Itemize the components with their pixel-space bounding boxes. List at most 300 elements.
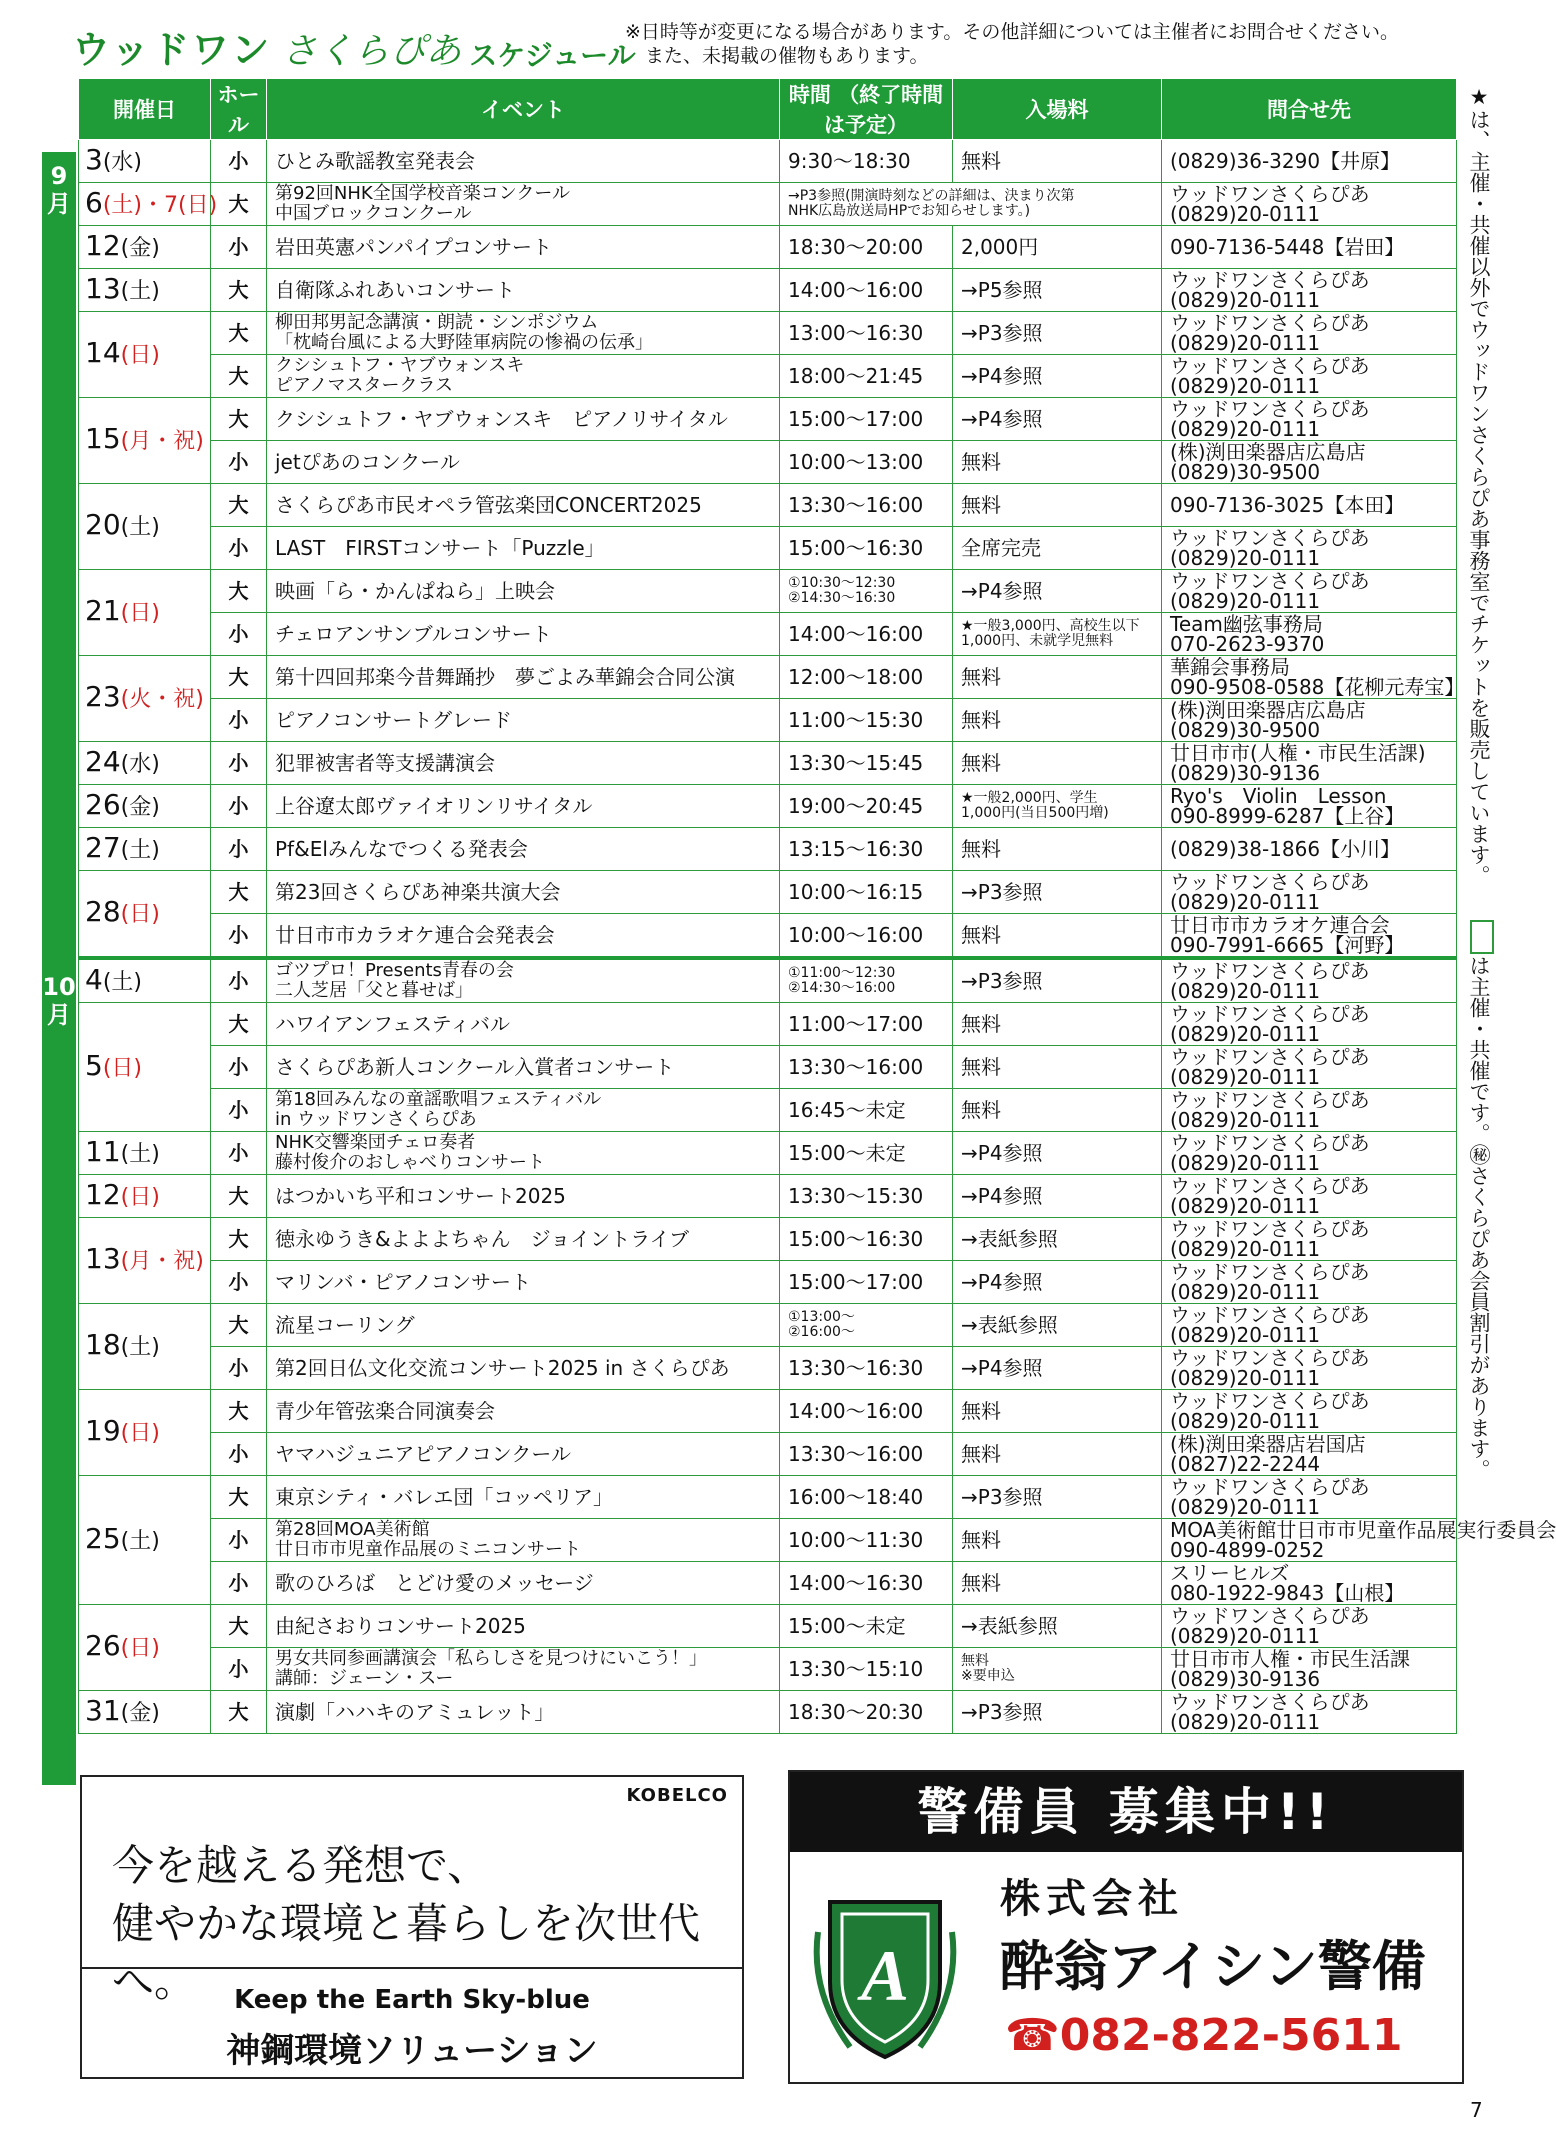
fee-cell	[953, 1132, 1162, 1175]
date-weekday: (金)	[120, 1700, 160, 1726]
date-weekday: (土)	[120, 278, 160, 304]
date-cell	[79, 1476, 211, 1605]
time-cell-line-1: 15:00～17:00	[788, 407, 924, 431]
time-cell	[780, 1046, 953, 1089]
time-cell	[780, 1648, 953, 1691]
event-cell	[267, 1132, 780, 1175]
contact-cell-line-1: ウッドワンさくらぴあ	[1170, 397, 1370, 421]
date-cell	[79, 183, 218, 226]
col-time: 時間 （終了時間は予定）	[780, 79, 953, 140]
fee-cell	[953, 1433, 1162, 1476]
date-day: 11	[85, 1134, 121, 1168]
time-cell	[780, 613, 953, 656]
event-cell-line-1: はつかいち平和コンサート2025	[275, 1184, 566, 1208]
event-cell-line-1: さくらぴあ市民オペラ管弦楽団CONCERT2025	[275, 493, 702, 517]
ad-copy-line-2: 健やかな環境と暮らしを次世代へ。	[112, 1899, 701, 2006]
event-cell-line-1: 徳永ゆうき&よよよちゃん ジョイントライブ	[275, 1227, 689, 1251]
time-cell	[780, 958, 953, 1003]
fee-cell	[953, 570, 1162, 613]
time-cell	[780, 1390, 953, 1433]
event-cell	[267, 570, 780, 613]
time-cell-line-1: 13:30～16:00	[788, 1055, 924, 1079]
contact-cell	[1162, 613, 1457, 656]
date-cell	[79, 958, 211, 1003]
contact-cell-line-2: (0829)20-0111	[1170, 1065, 1321, 1089]
contact-cell	[1162, 1518, 1556, 1562]
fee-cell-line-1: 無料	[961, 1055, 1001, 1079]
title-woodone: ウッドワン	[72, 28, 272, 72]
event-cell	[267, 140, 780, 183]
contact-cell-line-2: (0829)30-9136	[1170, 1667, 1321, 1691]
contact-cell	[1162, 1304, 1457, 1347]
fee-cell	[953, 1691, 1162, 1734]
event-cell-line-1: NHK交響楽団チェロ奏者	[275, 1132, 476, 1153]
ad-company-type: 株式会社	[1000, 1876, 1184, 1922]
table-row	[79, 484, 1457, 527]
time-cell	[780, 398, 953, 441]
time-cell	[780, 828, 953, 871]
time-cell-line-1: 13:30～16:30	[788, 1356, 924, 1380]
date-day: 13	[85, 271, 121, 305]
date-cell	[79, 570, 211, 656]
fee-cell-line-1: →P4参照	[961, 1184, 1043, 1208]
contact-cell-line-1: ウッドワンさくらぴあ	[1170, 1475, 1370, 1499]
hall-cell: 大	[211, 269, 267, 312]
table-row	[79, 1648, 1457, 1691]
event-cell	[267, 914, 780, 959]
date-day: 18	[85, 1328, 121, 1361]
fee-cell-line-1: →P3参照	[961, 1700, 1043, 1724]
ad-footer	[82, 1967, 742, 2077]
date-day: 15	[85, 422, 121, 455]
fee-cell-line-1: 無料	[961, 1098, 1001, 1122]
date-cell	[79, 226, 211, 269]
table-row	[79, 914, 1457, 959]
contact-cell-line-1: 廿日市市人権・市民生活課	[1170, 1647, 1410, 1671]
month-label-september: 9月	[42, 152, 76, 1407]
hall-cell: 小	[211, 1132, 267, 1175]
table-row	[79, 269, 1457, 312]
fee-cell-line-1: 無料	[961, 1012, 1001, 1036]
contact-cell	[1162, 1175, 1457, 1218]
fee-cell-line-1: →P4参照	[961, 1356, 1043, 1380]
contact-cell-line-1: (株)渕田楽器店広島店	[1170, 440, 1366, 464]
event-cell-line-1: 自衛隊ふれあいコンサート	[275, 278, 515, 302]
contact-cell	[1162, 312, 1457, 355]
event-cell	[267, 1261, 780, 1304]
contact-cell-line-2: (0829)20-0111	[1170, 202, 1321, 226]
date-day: 27	[85, 830, 121, 864]
table-row	[79, 828, 1457, 871]
time-cell-line-1: 15:00～16:30	[788, 536, 924, 560]
hall-cell: 大	[211, 1605, 267, 1648]
time-cell-line-1: 14:00～16:30	[788, 1571, 924, 1595]
fee-cell-line-1: 2,000円	[961, 235, 1039, 259]
time-cell	[780, 1003, 953, 1046]
table-row	[79, 1519, 1457, 1562]
contact-cell-line-1: ウッドワンさくらぴあ	[1170, 1088, 1370, 1112]
ad-company-name: 酔翁アイシン警備	[1000, 1935, 1426, 1998]
event-cell-line-2: 中国ブロックコンクール	[275, 203, 472, 224]
date-cell	[79, 871, 211, 959]
date-cell	[79, 1304, 211, 1390]
time-cell	[780, 871, 953, 914]
contact-cell	[1162, 570, 1457, 613]
event-cell-line-2: 講師：ジェーン・スー	[275, 1668, 454, 1689]
hall-cell: 小	[211, 1261, 267, 1304]
contact-cell	[1162, 355, 1457, 398]
table-row	[79, 1132, 1457, 1175]
contact-cell	[1162, 484, 1457, 527]
event-cell-line-1: 流星コーリング	[275, 1313, 415, 1337]
date-weekday: (日)	[120, 1636, 160, 1661]
hall-cell: 小	[211, 828, 267, 871]
contact-cell	[1162, 871, 1457, 914]
date-day: 20	[85, 508, 121, 541]
hall-cell: 小	[211, 1347, 267, 1390]
col-hall: ホール	[211, 79, 267, 140]
date-day: 13	[85, 1242, 121, 1275]
event-cell-line-1: 第2回日仏文化交流コンサート2025 in さくらぴあ	[275, 1356, 730, 1380]
table-row	[79, 958, 1457, 1003]
fee-cell-line-1: →P4参照	[961, 407, 1043, 431]
table-row	[79, 1691, 1457, 1734]
event-cell-line-1: 第23回さくらぴあ神楽共演大会	[275, 880, 561, 904]
date-weekday: (水)	[120, 751, 160, 777]
table-row	[79, 785, 1457, 828]
hall-cell: 小	[211, 613, 267, 656]
contact-cell	[1162, 1132, 1457, 1175]
date-day: 12	[85, 228, 121, 262]
table-row	[79, 1175, 1457, 1218]
time-cell	[780, 1261, 953, 1304]
contact-cell	[1162, 914, 1457, 959]
contact-cell-line-1: ウッドワンさくらぴあ	[1170, 1389, 1370, 1413]
event-cell	[267, 398, 780, 441]
contact-cell-line-2: (0829)20-0111	[1170, 1624, 1321, 1648]
date-weekday: (土)	[120, 1141, 160, 1167]
fee-cell	[953, 355, 1162, 398]
date-weekday: (土)・7(日)	[102, 192, 218, 218]
contact-cell	[1162, 1261, 1457, 1304]
date-day: 28	[85, 895, 121, 928]
event-cell-line-2: 「枕崎台風による大野陸軍病院の惨禍の伝承」	[275, 332, 653, 353]
date-cell	[79, 1218, 211, 1304]
event-cell	[267, 828, 780, 871]
time-cell-line-2: ②14:30～16:00	[788, 980, 896, 996]
event-cell-line-1: 第28回MOA美術館	[275, 1519, 430, 1540]
event-cell	[267, 785, 780, 828]
event-cell-line-1: 廿日市市カラオケ連合会発表会	[275, 923, 555, 947]
fee-cell	[953, 226, 1162, 269]
ad-slogan: Keep the Earth Sky-blue	[234, 1985, 590, 2015]
time-cell	[780, 1519, 953, 1562]
hall-cell: 小	[211, 699, 267, 742]
table-row	[79, 1261, 1457, 1304]
fee-cell-line-1: →表紙参照	[961, 1227, 1058, 1251]
event-cell-line-1: Pf&Elみんなでつくる発表会	[275, 837, 528, 861]
time-cell-line-1: 10:00～11:30	[788, 1528, 924, 1552]
date-weekday: (日)	[120, 1421, 160, 1446]
time-cell-line-1: 9:30～18:30	[788, 149, 911, 173]
fee-cell	[953, 398, 1162, 441]
time-cell-line-1: 18:00～21:45	[788, 364, 924, 388]
hall-cell: 大	[211, 1218, 267, 1261]
time-cell-line-1: 13:30～16:00	[788, 493, 924, 517]
title-schedule: スケジュール	[469, 39, 636, 72]
time-cell	[780, 226, 953, 269]
date-weekday: (日)	[120, 601, 160, 626]
event-cell-line-1: ハワイアンフェスティバル	[275, 1012, 510, 1036]
date-day: 4	[85, 962, 103, 996]
event-cell	[267, 656, 780, 699]
svg-text:A: A	[860, 1936, 910, 2016]
event-cell-line-1: ひとみ歌謡教室発表会	[275, 149, 475, 173]
date-day: 6	[85, 185, 103, 219]
contact-cell	[1162, 398, 1457, 441]
event-cell	[267, 1605, 780, 1648]
table-row	[79, 1476, 1457, 1519]
contact-cell-line-2: (0829)20-0111	[1170, 1151, 1321, 1175]
date-cell	[79, 140, 211, 183]
contact-cell	[1162, 1648, 1457, 1691]
contact-cell-line-1: ウッドワンさくらぴあ	[1170, 354, 1370, 378]
event-cell	[267, 1648, 780, 1691]
event-cell	[267, 226, 780, 269]
contact-cell	[1162, 183, 1457, 226]
table-row	[79, 1390, 1457, 1433]
contact-cell-line-1: ウッドワンさくらぴあ	[1170, 268, 1370, 292]
date-weekday: (日)	[120, 902, 160, 927]
contact-cell-line-2: 080-1922-9843【山根】	[1170, 1581, 1405, 1605]
time-cell-line-1: 12:00～18:00	[788, 665, 924, 689]
table-row	[79, 871, 1457, 914]
fee-cell	[953, 1476, 1162, 1519]
time-cell-line-1: 13:15～16:30	[788, 837, 924, 861]
time-cell	[780, 269, 953, 312]
contact-cell	[1162, 441, 1457, 484]
fee-cell	[953, 1261, 1162, 1304]
fee-cell	[953, 656, 1162, 699]
contact-cell-line-2: (0829)20-0111	[1170, 331, 1321, 355]
time-cell	[780, 355, 953, 398]
time-cell-line-1: ①13:00～	[788, 1309, 855, 1325]
time-cell	[780, 570, 953, 613]
contact-cell-line-1: (0829)36-3290【井原】	[1170, 149, 1401, 173]
date-cell	[79, 828, 211, 871]
event-cell	[267, 269, 780, 312]
date-day: 21	[85, 594, 121, 627]
shield-emblem-icon	[810, 1872, 960, 2062]
event-cell	[267, 1390, 780, 1433]
contact-cell-line-2: (0829)20-0111	[1170, 546, 1321, 570]
fee-cell-line-1: →P3参照	[961, 321, 1043, 345]
table-row	[79, 1304, 1457, 1347]
fee-cell	[953, 1648, 1162, 1691]
time-cell-line-1: 18:30～20:30	[788, 1700, 924, 1724]
contact-cell	[1162, 1562, 1457, 1605]
contact-cell-line-2: (0829)30-9136	[1170, 761, 1321, 785]
fee-cell	[953, 1562, 1162, 1605]
notice-line-1: ※日時等が変更になる場合があります。その他詳細については主催者にお問合せください。	[625, 21, 1400, 43]
event-cell-line-1: 上谷遼太郎ヴァイオリンリサイタル	[275, 794, 593, 818]
time-cell	[780, 656, 953, 699]
table-row	[79, 570, 1457, 613]
time-cell	[780, 484, 953, 527]
notice-line-2: また、未掲載の催物もあります。	[645, 45, 929, 67]
time-cell-line-1: ①11:00～12:30	[788, 965, 896, 981]
fee-cell	[953, 1605, 1162, 1648]
contact-cell	[1162, 1691, 1457, 1734]
event-cell-line-1: 由紀さおりコンサート2025	[275, 1614, 526, 1638]
time-cell-line-1: 15:00～未定	[788, 1141, 906, 1165]
hall-cell: 大	[211, 183, 267, 226]
time-cell	[780, 1089, 953, 1132]
event-cell	[267, 1304, 780, 1347]
date-weekday: (日)	[120, 343, 160, 368]
date-weekday: (土)	[102, 969, 142, 995]
contact-cell-line-1: Team幽弦事務局	[1170, 612, 1323, 636]
contact-cell-line-2: 090-4899-0252	[1170, 1538, 1325, 1562]
contact-cell	[1162, 1003, 1457, 1046]
table-row	[79, 613, 1457, 656]
fee-cell	[953, 613, 1162, 656]
date-weekday: (日)	[120, 1184, 160, 1210]
event-cell-line-1: ヤマハジュニアピアノコンクール	[275, 1442, 571, 1466]
table-row	[79, 226, 1457, 269]
contact-cell-line-1: ウッドワンさくらぴあ	[1170, 1174, 1370, 1198]
time-cell-line-1: 14:00～16:00	[788, 278, 924, 302]
date-cell	[79, 1003, 211, 1132]
table-row	[79, 699, 1457, 742]
event-cell	[267, 1519, 780, 1562]
time-cell	[780, 914, 953, 959]
event-cell	[267, 441, 780, 484]
date-weekday: (金)	[120, 235, 160, 261]
table-header	[79, 79, 1457, 140]
ad-recruit-header: 警備員 募集中!!	[790, 1772, 1462, 1852]
side-note-tickets: ★は、主催・共催以外でウッドワンさくらぴあ事務室でチケットを販売しています。	[1467, 85, 1491, 886]
contact-cell-line-1: 090-7136-5448【岩田】	[1170, 235, 1405, 259]
event-cell	[267, 183, 780, 226]
fee-cell-line-1: 無料	[961, 923, 1001, 947]
fee-cell	[953, 1175, 1162, 1218]
event-cell	[267, 1691, 780, 1734]
event-cell-line-1: マリンバ・ピアノコンサート	[275, 1270, 531, 1294]
event-cell-line-1: 演劇「ハハキのアミュレット」	[275, 1700, 555, 1724]
contact-cell-line-2: (0829)20-0111	[1170, 1022, 1321, 1046]
time-cell-line-1: 15:00～17:00	[788, 1270, 924, 1294]
table-row	[79, 183, 1457, 226]
fee-cell-line-1: 無料	[961, 1528, 1001, 1552]
contact-cell	[1162, 1089, 1457, 1132]
fee-cell	[953, 1046, 1162, 1089]
time-cell	[780, 312, 953, 355]
contact-cell-line-2: (0829)30-9500	[1170, 460, 1321, 484]
contact-cell-line-1: (株)渕田楽器店岩国店	[1170, 1432, 1366, 1456]
fee-cell	[953, 312, 1162, 355]
event-cell-line-1: 犯罪被害者等支援講演会	[275, 751, 495, 775]
contact-cell-line-1: ウッドワンさくらぴあ	[1170, 1045, 1370, 1069]
ad-phone: ☎082-822-5611	[1005, 2010, 1403, 2061]
fee-cell	[953, 1519, 1162, 1562]
fee-cell-line-1: 無料	[961, 1442, 1001, 1466]
hall-cell: 大	[211, 871, 267, 914]
schedule-title	[72, 22, 636, 74]
col-event: イベント	[267, 79, 780, 140]
hall-cell: 小	[211, 1046, 267, 1089]
table-row	[79, 398, 1457, 441]
fee-cell-line-1: ★一般3,000円、高校生以下	[961, 618, 1140, 634]
hall-cell: 小	[211, 742, 267, 785]
contact-cell-line-1: ウッドワンさくらぴあ	[1170, 1604, 1370, 1628]
ad-company: 神鋼環境ソリューション	[226, 2031, 598, 2071]
event-cell	[267, 1046, 780, 1089]
fee-cell-line-1: →P3参照	[961, 969, 1043, 993]
event-cell-line-2: 藤村俊介のおしゃべりコンサート	[275, 1152, 545, 1173]
time-cell-line-1: 11:00～15:30	[788, 708, 924, 732]
contact-cell-line-2: (0829)20-0111	[1170, 417, 1321, 441]
fee-cell-line-1: 無料	[961, 149, 1001, 173]
event-cell	[267, 1218, 780, 1261]
date-weekday: (月・祝)	[120, 1249, 204, 1274]
contact-cell-line-2: (0827)22-2244	[1170, 1452, 1321, 1476]
contact-cell-line-2: (0829)20-0111	[1170, 1237, 1321, 1261]
ad-copy-line-1: 今を越える発想で、	[112, 1841, 490, 1890]
date-day: 23	[85, 680, 121, 713]
table-row	[79, 140, 1457, 183]
event-cell	[267, 613, 780, 656]
ad-security	[788, 1770, 1464, 2084]
hall-cell: 小	[211, 958, 267, 1003]
hall-cell: 小	[211, 1089, 267, 1132]
contact-cell	[1162, 1046, 1457, 1089]
contact-cell-line-2: 090-9508-0588【花柳元寿宝】	[1170, 675, 1465, 699]
hall-cell: 大	[211, 355, 267, 398]
event-cell	[267, 1476, 780, 1519]
table-row	[79, 355, 1457, 398]
contact-cell-line-1: ウッドワンさくらぴあ	[1170, 959, 1370, 983]
hall-cell: 大	[211, 570, 267, 613]
time-cell-line-1: 13:30～16:00	[788, 1442, 924, 1466]
hall-cell: 大	[211, 656, 267, 699]
hall-cell: 小	[211, 226, 267, 269]
time-cell-line-1: 10:00～16:00	[788, 923, 924, 947]
time-cell	[780, 1304, 953, 1347]
contact-cell-line-2: (0829)20-0111	[1170, 1323, 1321, 1347]
date-weekday: (日)	[102, 1055, 142, 1081]
event-cell	[267, 1433, 780, 1476]
event-cell	[267, 355, 780, 398]
contact-cell-line-2: (0829)20-0111	[1170, 1409, 1321, 1433]
fee-cell	[953, 828, 1162, 871]
contact-cell-line-1: (株)渕田楽器店広島店	[1170, 698, 1366, 722]
contact-cell	[1162, 958, 1457, 1003]
event-cell-line-1: 岩田英憲パンパイプコンサート	[275, 235, 552, 259]
fee-cell	[953, 914, 1162, 959]
date-weekday: (火・祝)	[120, 687, 204, 712]
contact-cell	[1162, 226, 1457, 269]
time-cell-line-1: 15:00～未定	[788, 1614, 906, 1638]
event-cell-line-1: ピアノコンサートグレード	[275, 708, 512, 732]
fee-cell-line-1: 無料	[961, 751, 1001, 775]
event-cell-line-1: 第18回みんなの童謡歌唱フェスティバル	[275, 1089, 602, 1110]
contact-cell-line-2: (0829)30-9500	[1170, 718, 1321, 742]
event-cell-line-1: 第92回NHK全国学校音楽コンクール	[275, 183, 570, 204]
fee-cell	[953, 1003, 1162, 1046]
contact-cell-line-2: (0829)20-0111	[1170, 890, 1321, 914]
contact-cell-line-2: (0829)20-0111	[1170, 374, 1321, 398]
